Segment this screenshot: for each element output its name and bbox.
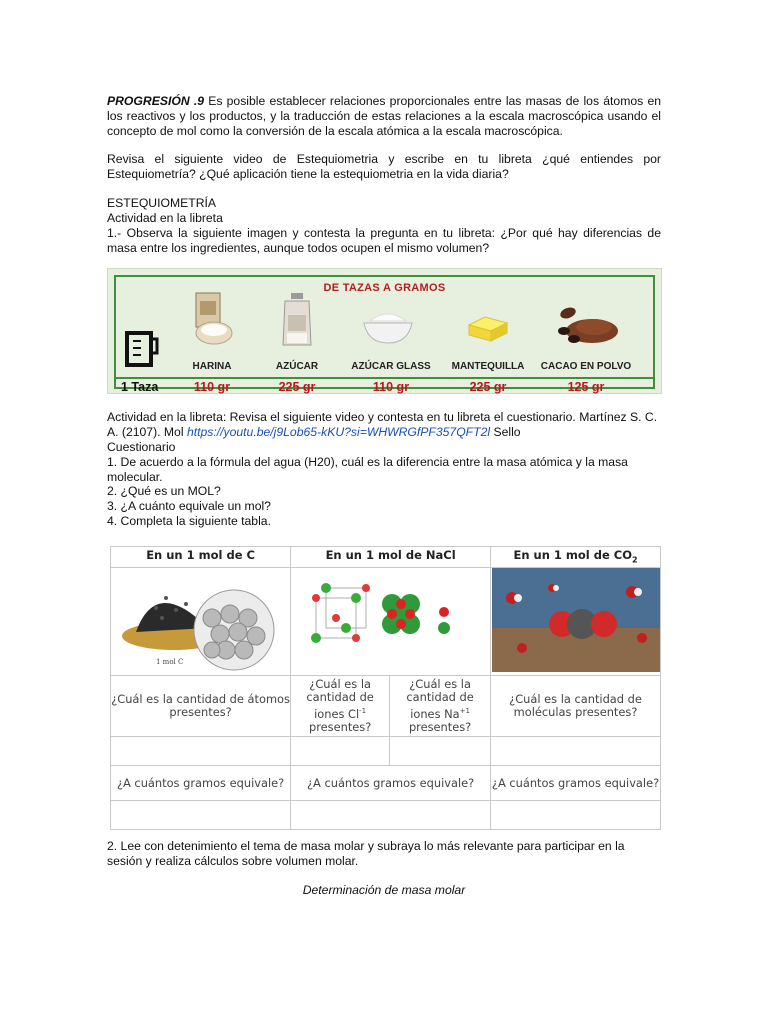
nacl-crystal-illustration bbox=[292, 568, 490, 672]
ingredient-name-2: AZÚCAR GLASS bbox=[351, 361, 431, 372]
cuestionario-item-2: 2. ¿Qué es un MOL? bbox=[107, 484, 221, 498]
q-grams-co2: ¿A cuántos gramos equivale? bbox=[491, 766, 661, 801]
header-co2-text: En un 1 mol de CO bbox=[513, 548, 632, 562]
q-na bbox=[390, 676, 491, 737]
mol-table bbox=[110, 546, 661, 830]
ingredient-grams-1: 225 gr bbox=[278, 380, 316, 394]
cuestionario-item-1: 1. De acuerdo a la fórmula del agua (H20), cuál es la diferencia entre la masa atómica y la masa molecular. bbox=[107, 455, 628, 484]
ingredient-grams-3: 225 gr bbox=[469, 380, 507, 394]
ingredient-name-0: HARINA bbox=[192, 361, 232, 372]
answer-grams-co2[interactable] bbox=[491, 801, 661, 830]
flour-bag-icon bbox=[190, 289, 234, 349]
carbon-image-cell bbox=[111, 567, 291, 676]
intro-text: Es posible establecer relaciones proporcionales entre las masas de los átomos en los reactivos y los productos, y la traducción de estas relaciones a la escala macroscópica usando el concepto de mol como la conversión de la escala atómica a la escala macroscópica. bbox=[107, 94, 661, 138]
carbon-spheres-illustration bbox=[116, 568, 286, 672]
co2-subscript: 2 bbox=[632, 555, 638, 565]
activity-2-after: Sello bbox=[490, 425, 521, 439]
answer-na[interactable] bbox=[390, 737, 491, 766]
q-cl-text: ¿Cuál es la cantidad de iones Cl bbox=[306, 676, 374, 721]
cups-to-grams-image bbox=[107, 268, 662, 394]
cuestionario-item-4: 4. Completa la siguiente tabla. bbox=[107, 514, 271, 528]
q-atoms: ¿Cuál es la cantidad de átomos presentes? bbox=[111, 676, 291, 737]
powdered-sugar-bowl-icon bbox=[360, 307, 416, 347]
header-carbon: En un 1 mol de C bbox=[111, 547, 291, 568]
answer-atoms[interactable] bbox=[111, 737, 291, 766]
q-na-text: ¿Cuál es la cantidad de iones Na bbox=[406, 676, 474, 721]
butter-icon bbox=[465, 311, 511, 345]
ingredient-grams-4: 125 gr bbox=[567, 380, 605, 394]
q-na-sup: +1 bbox=[459, 706, 470, 715]
activity-label: Actividad en la libreta bbox=[107, 211, 223, 225]
q-na-end: presentes? bbox=[408, 720, 472, 735]
banner-separator bbox=[116, 377, 653, 379]
ingredient-name-4: CACAO EN POLVO bbox=[540, 361, 632, 372]
q-grams-c: ¿A cuántos gramos equivale? bbox=[111, 766, 291, 801]
carbon-caption: 1 mol C bbox=[155, 657, 183, 666]
cuestionario-title: Cuestionario bbox=[107, 440, 176, 454]
instruction-2: 2. Lee con detenimiento el tema de masa molar y subraya lo más relevante para participar en la sesión y realiza cálculos sobre volumen molar. bbox=[107, 839, 625, 868]
answer-grams-nacl[interactable] bbox=[291, 801, 491, 830]
sugar-jar-icon bbox=[279, 291, 315, 349]
question-1: 1.- Observa la siguiente imagen y contesta la pregunta en tu libreta: ¿Por qué hay diferencias de masa entre los ingredientes, aunque todos ocupen el mismo volumen? bbox=[107, 226, 661, 255]
q-molecules: ¿Cuál es la cantidad de moléculas presentes? bbox=[491, 676, 661, 737]
taza-label: 1 Taza bbox=[121, 380, 159, 394]
answer-cl[interactable] bbox=[291, 737, 390, 766]
header-co2 bbox=[491, 547, 661, 568]
answer-grams-c[interactable] bbox=[111, 801, 291, 830]
section-title: ESTEQUIOMETRÍA bbox=[107, 196, 217, 210]
ingredient-grams-0: 110 gr bbox=[193, 380, 231, 394]
co2-image-cell bbox=[491, 567, 661, 676]
nacl-image-cell bbox=[291, 567, 491, 676]
intro-paragraph bbox=[107, 94, 661, 139]
activity-2-text: Actividad en la libreta: Revisa el siguiente video y contesta en tu libreta el cuestionario. Martínez S. C. A. (2107). Mol bbox=[107, 410, 658, 439]
ingredient-grams-2: 110 gr bbox=[372, 380, 410, 394]
q-cl bbox=[291, 676, 390, 737]
banner-title: DE TAZAS A GRAMOS bbox=[323, 282, 446, 294]
video-link[interactable]: https://youtu.be/j9Lob65-kKU?si=WHWRGfPF357QFT2l bbox=[186, 425, 491, 439]
header-nacl: En un 1 mol de NaCl bbox=[291, 547, 491, 568]
banner-frame bbox=[114, 275, 655, 394]
progression-label: PROGRESIÓN .9 bbox=[107, 94, 204, 108]
measuring-cup-icon bbox=[121, 327, 161, 369]
ingredient-name-1: AZÚCAR bbox=[275, 361, 319, 372]
q-grams-nacl: ¿A cuántos gramos equivale? bbox=[291, 766, 491, 801]
co2-molecules-illustration bbox=[492, 568, 660, 672]
answer-molecules[interactable] bbox=[491, 737, 661, 766]
ingredient-name-3: MANTEQUILLA bbox=[451, 361, 525, 372]
subtitle-molar-mass: Determinación de masa molar bbox=[302, 883, 466, 897]
q-cl-sup: -1 bbox=[359, 706, 367, 715]
cocoa-powder-icon bbox=[554, 301, 620, 347]
cuestionario-item-3: 3. ¿A cuánto equivale un mol? bbox=[107, 499, 271, 513]
instruction-video: Revisa el siguiente video de Estequiometria y escribe en tu libreta ¿qué entiendes por Estequiometría? ¿Qué aplicación tiene la estequiometria en la vida diaria? bbox=[107, 152, 661, 181]
activity-2-paragraph bbox=[107, 410, 661, 440]
q-cl-end: presentes? bbox=[308, 720, 372, 735]
